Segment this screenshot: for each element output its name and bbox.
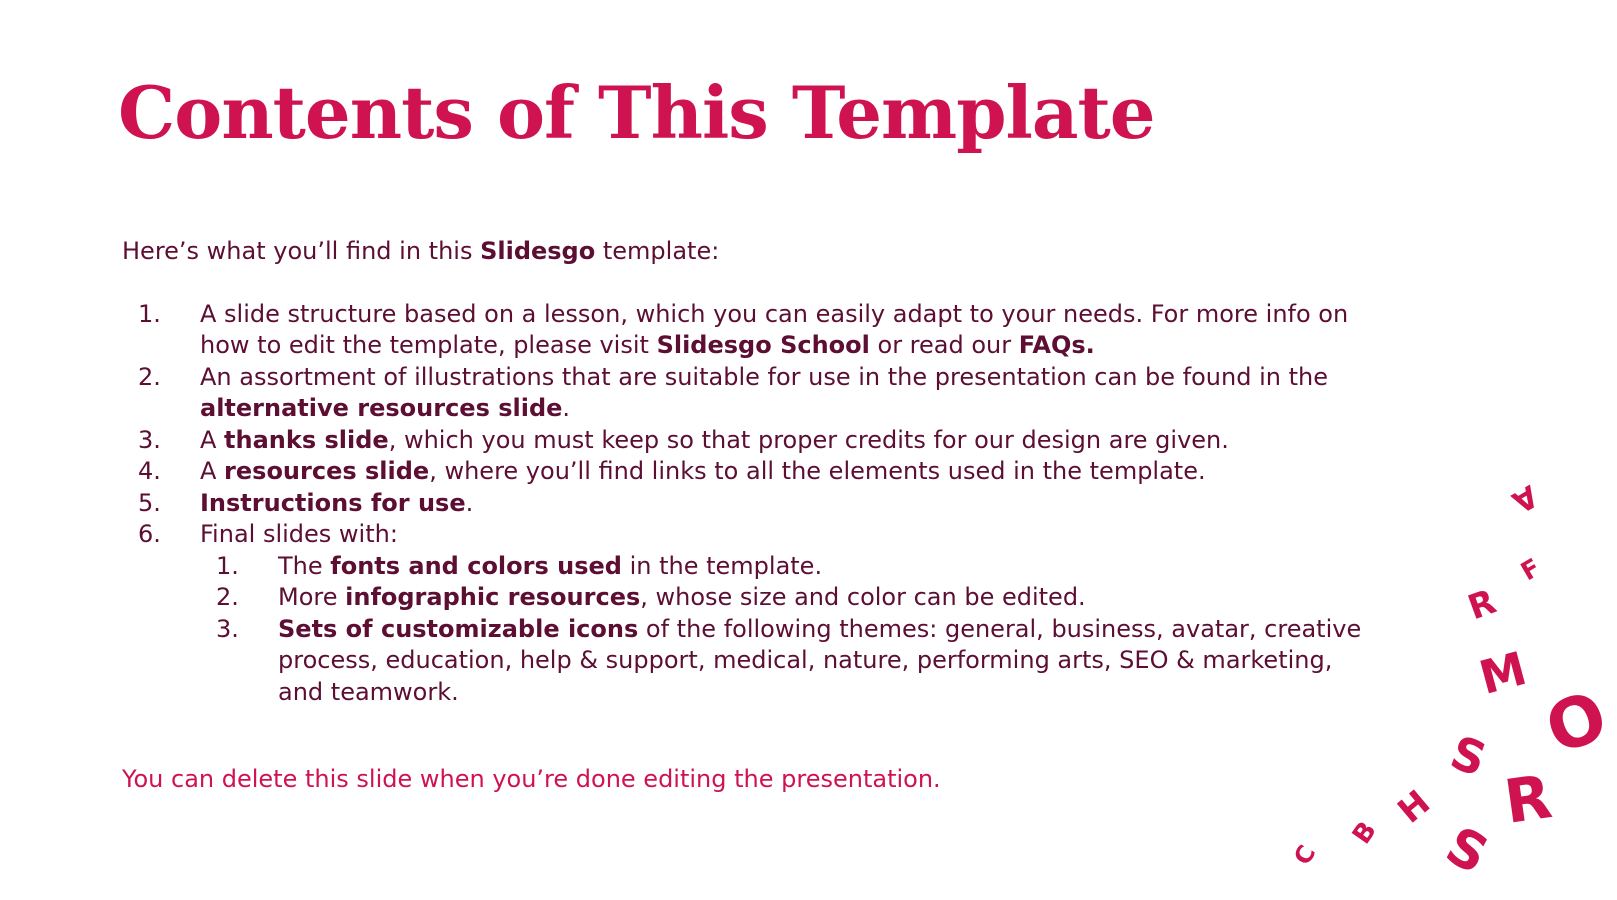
decor-letter: B	[1346, 816, 1383, 850]
decor-letter: S	[1443, 724, 1494, 788]
delete-note: You can delete this slide when you’re done editing the presentation.	[122, 765, 941, 793]
text-run: An assortment of illustrations that are suitable for use in the presentation can be found in the	[200, 362, 1328, 391]
sub-list-number: 1.	[216, 551, 239, 580]
decor-letter: S	[1436, 815, 1498, 887]
decor-letter: M	[1473, 640, 1532, 706]
text-run: .	[465, 488, 474, 517]
decor-letter: A	[1506, 477, 1544, 520]
list-number: 5.	[138, 488, 161, 517]
bold-text: fonts and colors used	[330, 551, 622, 580]
text-run: , where you’ll find links to all the elements used in the template.	[429, 457, 1206, 485]
sub-list-number: 3.	[216, 614, 239, 643]
decor-letter: R	[1500, 762, 1556, 838]
bold-text: Sets of customizable icons	[278, 614, 639, 643]
text-run: of the following themes: general, business, avatar, creative process, education, help & support, medical, nature, performing arts, SEO & marketing, and teamwork.	[278, 614, 1362, 706]
slide-title: Contents of This Template	[118, 70, 1155, 155]
decor-letter: O	[1536, 676, 1617, 771]
text-run: , which you must keep so that proper credits for our design are given.	[388, 425, 1229, 454]
decor-letter: H	[1390, 782, 1438, 832]
list-number: 3.	[138, 425, 161, 454]
list-number: 1.	[138, 299, 161, 328]
bold-text: FAQs.	[1018, 331, 1095, 359]
bold-text: Slidesgo School	[656, 331, 870, 359]
bold-text: resources slide	[224, 457, 430, 485]
decor-letter: C	[1288, 840, 1322, 870]
text-run: or read our	[869, 331, 1019, 359]
text-run: .	[562, 394, 571, 422]
text-run: More	[278, 583, 346, 611]
text-run: in the template.	[621, 551, 823, 580]
list-number: 4.	[138, 457, 161, 485]
bold-text: alternative resources slide	[200, 394, 563, 422]
text-run: A	[200, 425, 225, 454]
text-run: The	[278, 551, 331, 580]
text-run: A	[200, 457, 225, 485]
bold-text: thanks slide	[224, 425, 389, 454]
bold-text: infographic resources	[345, 583, 641, 611]
decor-letter: F	[1515, 552, 1546, 587]
list-number: 2.	[138, 362, 161, 391]
text-run: A slide structure based on a lesson, which you can easily adapt to your needs. For more info on how to edit the template, please visit	[200, 299, 1349, 359]
text-run: , whose size and color can be edited.	[640, 583, 1086, 611]
intro-after: template:	[595, 237, 720, 265]
list-number: 6.	[138, 520, 161, 548]
intro-before: Here’s what you’ll find in this	[122, 237, 481, 265]
bold-text: Instructions for use	[200, 488, 466, 517]
intro-bold: Slidesgo	[480, 237, 596, 265]
decor-letter: R	[1462, 581, 1502, 629]
text-run: Final slides with:	[200, 520, 398, 548]
sub-list-number: 2.	[216, 583, 239, 611]
